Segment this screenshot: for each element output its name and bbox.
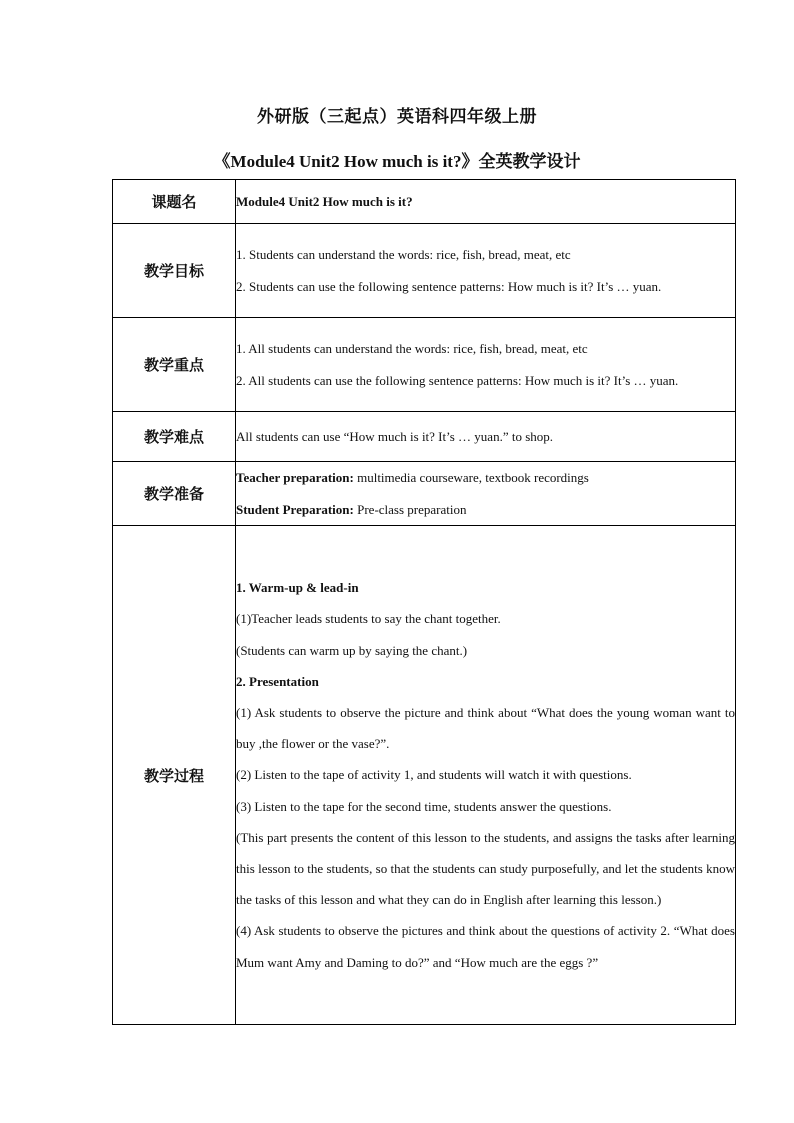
table-row-objectives xyxy=(113,224,736,318)
label-key-points: 教学重点 xyxy=(113,318,236,412)
teacher-preparation xyxy=(236,462,735,493)
label-process: 教学过程 xyxy=(113,526,236,1025)
section-presentation: 2. Presentation xyxy=(236,673,319,689)
process-step: (This part presents the content of this lesson to the students, and assigns the tasks after learning this lesson to the students, so that the students can study purposefully, and let the students know the tasks of this lesson and what they can do in English after learning this lesson.) xyxy=(236,829,735,908)
process-step: (2) Listen to the tape of activity 1, and students will watch it with questions. xyxy=(236,767,632,783)
student-preparation-label: Student Preparation: xyxy=(236,501,354,517)
difficulties-content: All students can use “How much is it? It’s … yuan.” to shop. xyxy=(236,412,736,462)
document-title: 外研版（三起点）英语科四年级上册 xyxy=(257,107,537,126)
objective-1: 1. Students can understand the words: rice, fish, bread, meat, etc xyxy=(236,247,571,263)
process-step: (1) Ask students to observe the picture and think about “What does the young woman want to buy ,the flower or the vase?”. xyxy=(236,704,735,752)
table-row-process xyxy=(113,526,736,1025)
lesson-plan-table xyxy=(112,179,736,1025)
objective-2: 2. Students can use the following sentence patterns: How much is it? It’s … yuan. xyxy=(236,278,662,294)
preparation-content xyxy=(236,462,736,526)
key-point-2: 2. All students can use the following sentence patterns: How much is it? It’s … yuan. xyxy=(236,372,679,388)
key-points-content xyxy=(236,318,736,412)
teacher-preparation-label: Teacher preparation: xyxy=(236,470,354,486)
label-difficulties: 教学难点 xyxy=(113,412,236,462)
objectives-content xyxy=(236,224,736,318)
label-objectives: 教学目标 xyxy=(113,224,236,318)
label-preparation: 教学准备 xyxy=(113,462,236,526)
process-step: (3) Listen to the tape for the second time, students answer the questions. xyxy=(236,798,612,814)
process-step: (Students can warm up by saying the chant.) xyxy=(236,642,468,658)
topic-value: Module4 Unit2 How much is it? xyxy=(236,180,736,224)
document-subtitle: 《Module4 Unit2 How much is it?》全英教学设计 xyxy=(213,152,581,171)
process-step: (1)Teacher leads students to say the chant together. xyxy=(236,611,501,627)
table-row-difficulties xyxy=(113,412,736,462)
process-content xyxy=(236,526,736,1025)
process-step: (4) Ask students to observe the pictures and think about the questions of activity 2. “What does Mum want Amy and Daming to do?” and “How much are the eggs ?” xyxy=(236,923,735,970)
table-row-preparation xyxy=(113,462,736,526)
teacher-preparation-text: multimedia courseware, textbook recordings xyxy=(353,470,589,486)
key-point-1: 1. All students can understand the words: rice, fish, bread, meat, etc xyxy=(236,341,588,357)
student-preparation-text: Pre-class preparation xyxy=(353,501,467,517)
table-row-topic xyxy=(113,180,736,224)
label-topic: 课题名 xyxy=(113,180,236,224)
student-preparation xyxy=(236,494,735,525)
table-row-key-points xyxy=(113,318,736,412)
section-warm-up: 1. Warm-up & lead-in xyxy=(236,580,359,596)
